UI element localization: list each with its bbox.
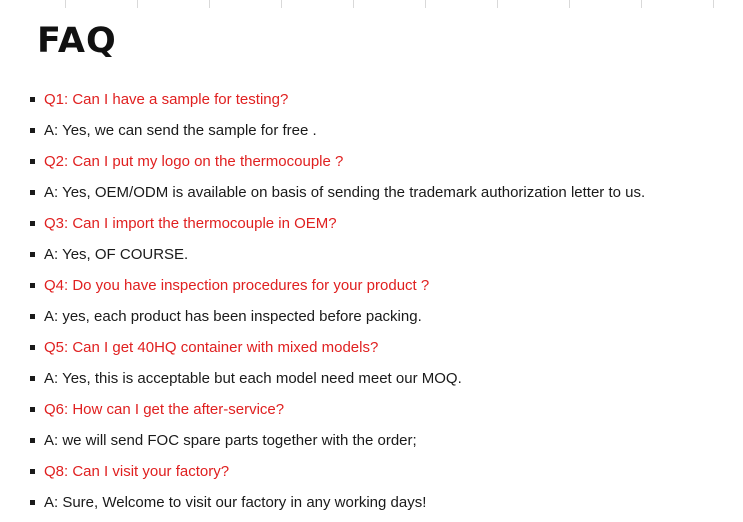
bullet-icon	[30, 314, 35, 319]
faq-answer-6	[30, 425, 645, 456]
question-text: Q8: Can I visit your factory?	[44, 462, 230, 480]
faq-answer-4	[30, 301, 645, 332]
question-text: Q3: Can I import the thermocouple in OEM?	[44, 214, 337, 232]
question-text: Q4: Do you have inspection procedures for your product ?	[44, 276, 430, 294]
faq-question-1	[30, 84, 645, 115]
answer-text: A: yes, each product has been inspected before packing.	[44, 307, 422, 325]
faq-question-4	[30, 270, 645, 301]
bullet-icon	[30, 500, 35, 505]
bullet-icon	[30, 128, 35, 133]
faq-answer-8	[30, 487, 645, 518]
answer-text: A: we will send FOC spare parts together with the order;	[44, 431, 417, 449]
faq-answer-3	[30, 239, 645, 270]
bullet-icon	[30, 376, 35, 381]
bullet-icon	[30, 221, 35, 226]
faq-question-2	[30, 146, 645, 177]
bullet-icon	[30, 438, 35, 443]
bullet-icon	[30, 469, 35, 474]
faq-question-5	[30, 332, 645, 363]
question-text: Q6: How can I get the after-service?	[44, 400, 285, 418]
bullet-icon	[30, 345, 35, 350]
faq-answer-2	[30, 177, 645, 208]
faq-question-3	[30, 208, 645, 239]
answer-text: A: Yes, OF COURSE.	[44, 245, 189, 263]
top-divider-rule	[0, 0, 743, 8]
bullet-icon	[30, 407, 35, 412]
question-text: Q5: Can I get 40HQ container with mixed models?	[44, 338, 379, 356]
faq-answer-5	[30, 363, 645, 394]
faq-question-6	[30, 394, 645, 425]
bullet-icon	[30, 97, 35, 102]
answer-text: A: Sure, Welcome to visit our factory in any working days!	[44, 493, 427, 511]
bullet-icon	[30, 283, 35, 288]
answer-text: A: Yes, this is acceptable but each model need meet our MOQ.	[44, 369, 462, 387]
answer-text: A: Yes, we can send the sample for free .	[44, 121, 317, 139]
bullet-icon	[30, 190, 35, 195]
faq-question-8	[30, 456, 645, 487]
bullet-icon	[30, 252, 35, 257]
question-text: Q2: Can I put my logo on the thermocouple ?	[44, 152, 344, 170]
faq-answer-1	[30, 115, 645, 146]
faq-list	[30, 84, 645, 518]
question-text: Q1: Can I have a sample for testing?	[44, 90, 289, 108]
page-title: FAQ	[37, 21, 117, 61]
bullet-icon	[30, 159, 35, 164]
answer-text: A: Yes, OEM/ODM is available on basis of sending the trademark authorization letter to us.	[44, 183, 646, 201]
